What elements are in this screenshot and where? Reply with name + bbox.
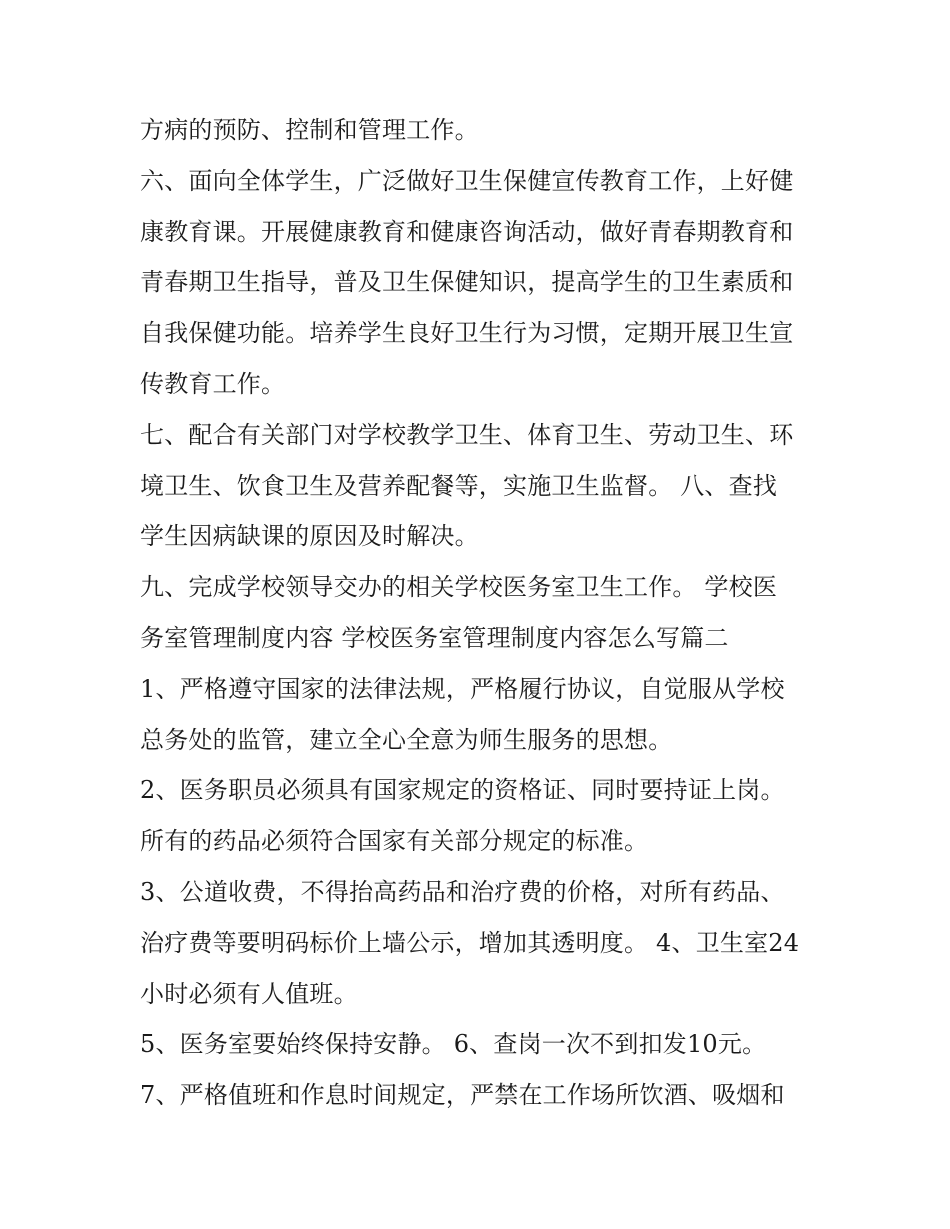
text-line: 七、配合有关部门对学校教学卫生、体育卫生、劳动卫生、环 <box>140 420 794 449</box>
text-line: 治疗费等要明码标价上墙公示，增加其透明度。 4、卫生室24 <box>140 928 800 957</box>
text-line: 青春期卫生指导，普及卫生保健知识，提高学生的卫生素质和 <box>140 268 794 297</box>
text-line: 小时必须有人值班。 <box>140 979 358 1008</box>
text-line: 5、医务室要始终保持安静。 6、查岗一次不到扣发10元。 <box>140 1030 767 1059</box>
text-line: 所有的药品必须符合国家有关部分规定的标准。 <box>140 827 649 856</box>
text-line: 六、面向全体学生，广泛做好卫生保健宣传教育工作，上好健 <box>140 166 794 195</box>
text-line: 自我保健功能。培养学生良好卫生行为习惯，定期开展卫生宣 <box>140 319 794 348</box>
text-line: 2、医务职员必须具有国家规定的资格证、同时要持证上岗。 <box>140 776 785 805</box>
text-line: 境卫生、饮食卫生及营养配餐等，实施卫生监督。 八、查找 <box>140 471 778 500</box>
text-line: 传教育工作。 <box>140 369 286 398</box>
text-line: 总务处的监管，建立全心全意为师生服务的思想。 <box>140 725 673 754</box>
text-line: 务室管理制度内容 学校医务室管理制度内容怎么写篇二 <box>140 623 729 652</box>
text-line: 方病的预防、控制和管理工作。 <box>140 116 479 144</box>
text-line: 7、严格值班和作息时间规定，严禁在工作场所饮酒、吸烟和 <box>140 1081 785 1110</box>
text-line: 康教育课。开展健康教育和健康咨询活动，做好青春期教育和 <box>140 217 794 246</box>
text-line: 学生因病缺课的原因及时解决。 <box>140 522 479 551</box>
document-body <box>140 105 830 1121</box>
text-line: 九、完成学校领导交办的相关学校医务室卫生工作。 学校医 <box>140 573 778 602</box>
text-line: 3、公道收费，不得抬高药品和治疗费的价格，对所有药品、 <box>140 877 785 906</box>
text-line: 1、严格遵守国家的法律法规，严格履行协议，自觉服从学校 <box>140 674 785 703</box>
